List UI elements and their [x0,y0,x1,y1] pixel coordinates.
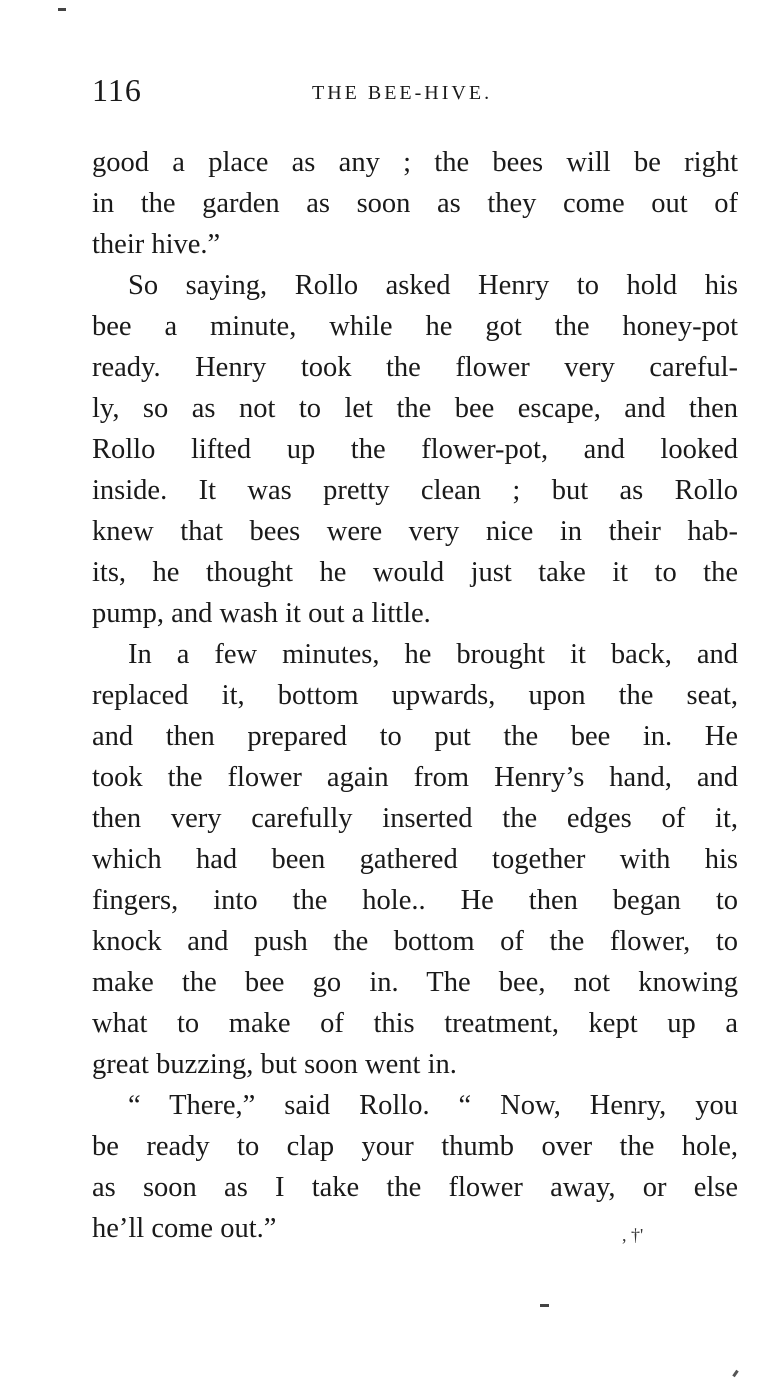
text-line: what to make of this treatment, kept up a [92,1008,738,1039]
paragraph-start-line: In a few minutes, he brought it back, and [128,639,738,670]
text-line: and then prepared to put the bee in. He [92,721,738,752]
text-line: ready. Henry took the flower very careful- [92,352,738,383]
paragraph-start-line: So saying, Rollo asked Henry to hold his [128,270,738,301]
text-line: he’ll come out.” [92,1213,277,1244]
text-line: then very carefully inserted the edges of it, [92,803,738,834]
text-line: ly, so as not to let the bee escape, and then [92,393,738,424]
page-header [92,72,738,118]
text-line: knew that bees were very nice in their hab- [92,516,738,547]
text-line: fingers, into the hole.. He then began to [92,885,738,916]
paragraph-start-line: “ There,” said Rollo. “ Now, Henry, you [128,1090,738,1121]
text-line: good a place as any ; the bees will be right [92,147,738,178]
speck-mark [732,1370,738,1377]
text-line: great buzzing, but soon went in. [92,1049,457,1080]
text-line: in the garden as soon as they come out of [92,188,738,219]
text-line: knock and push the bottom of the flower, to [92,926,738,957]
text-line: inside. It was pretty clean ; but as Rollo [92,475,738,506]
text-line: bee a minute, while he got the honey-pot [92,311,738,342]
running-title: THE BEE-HIVE. [312,82,493,104]
speck-mark [540,1304,549,1307]
text-line: replaced it, bottom upwards, upon the seat, [92,680,738,711]
text-line: as soon as I take the flower away, or else [92,1172,738,1203]
text-line: pump, and wash it out a little. [92,598,431,629]
stray-print-mark: , †' [622,1225,644,1245]
text-line: took the flower again from Henry’s hand, and [92,762,738,793]
text-line: its, he thought he would just take it to the [92,557,738,588]
body-text [92,142,738,1249]
text-line: which had been gathered together with his [92,844,738,875]
page-number: 116 [92,72,142,108]
text-line: make the bee go in. The bee, not knowing [92,967,738,998]
text-line: their hive.” [92,229,221,260]
text-line: be ready to clap your thumb over the hole, [92,1131,738,1162]
speck-mark [58,8,66,11]
text-line: Rollo lifted up the flower-pot, and looked [92,434,738,465]
